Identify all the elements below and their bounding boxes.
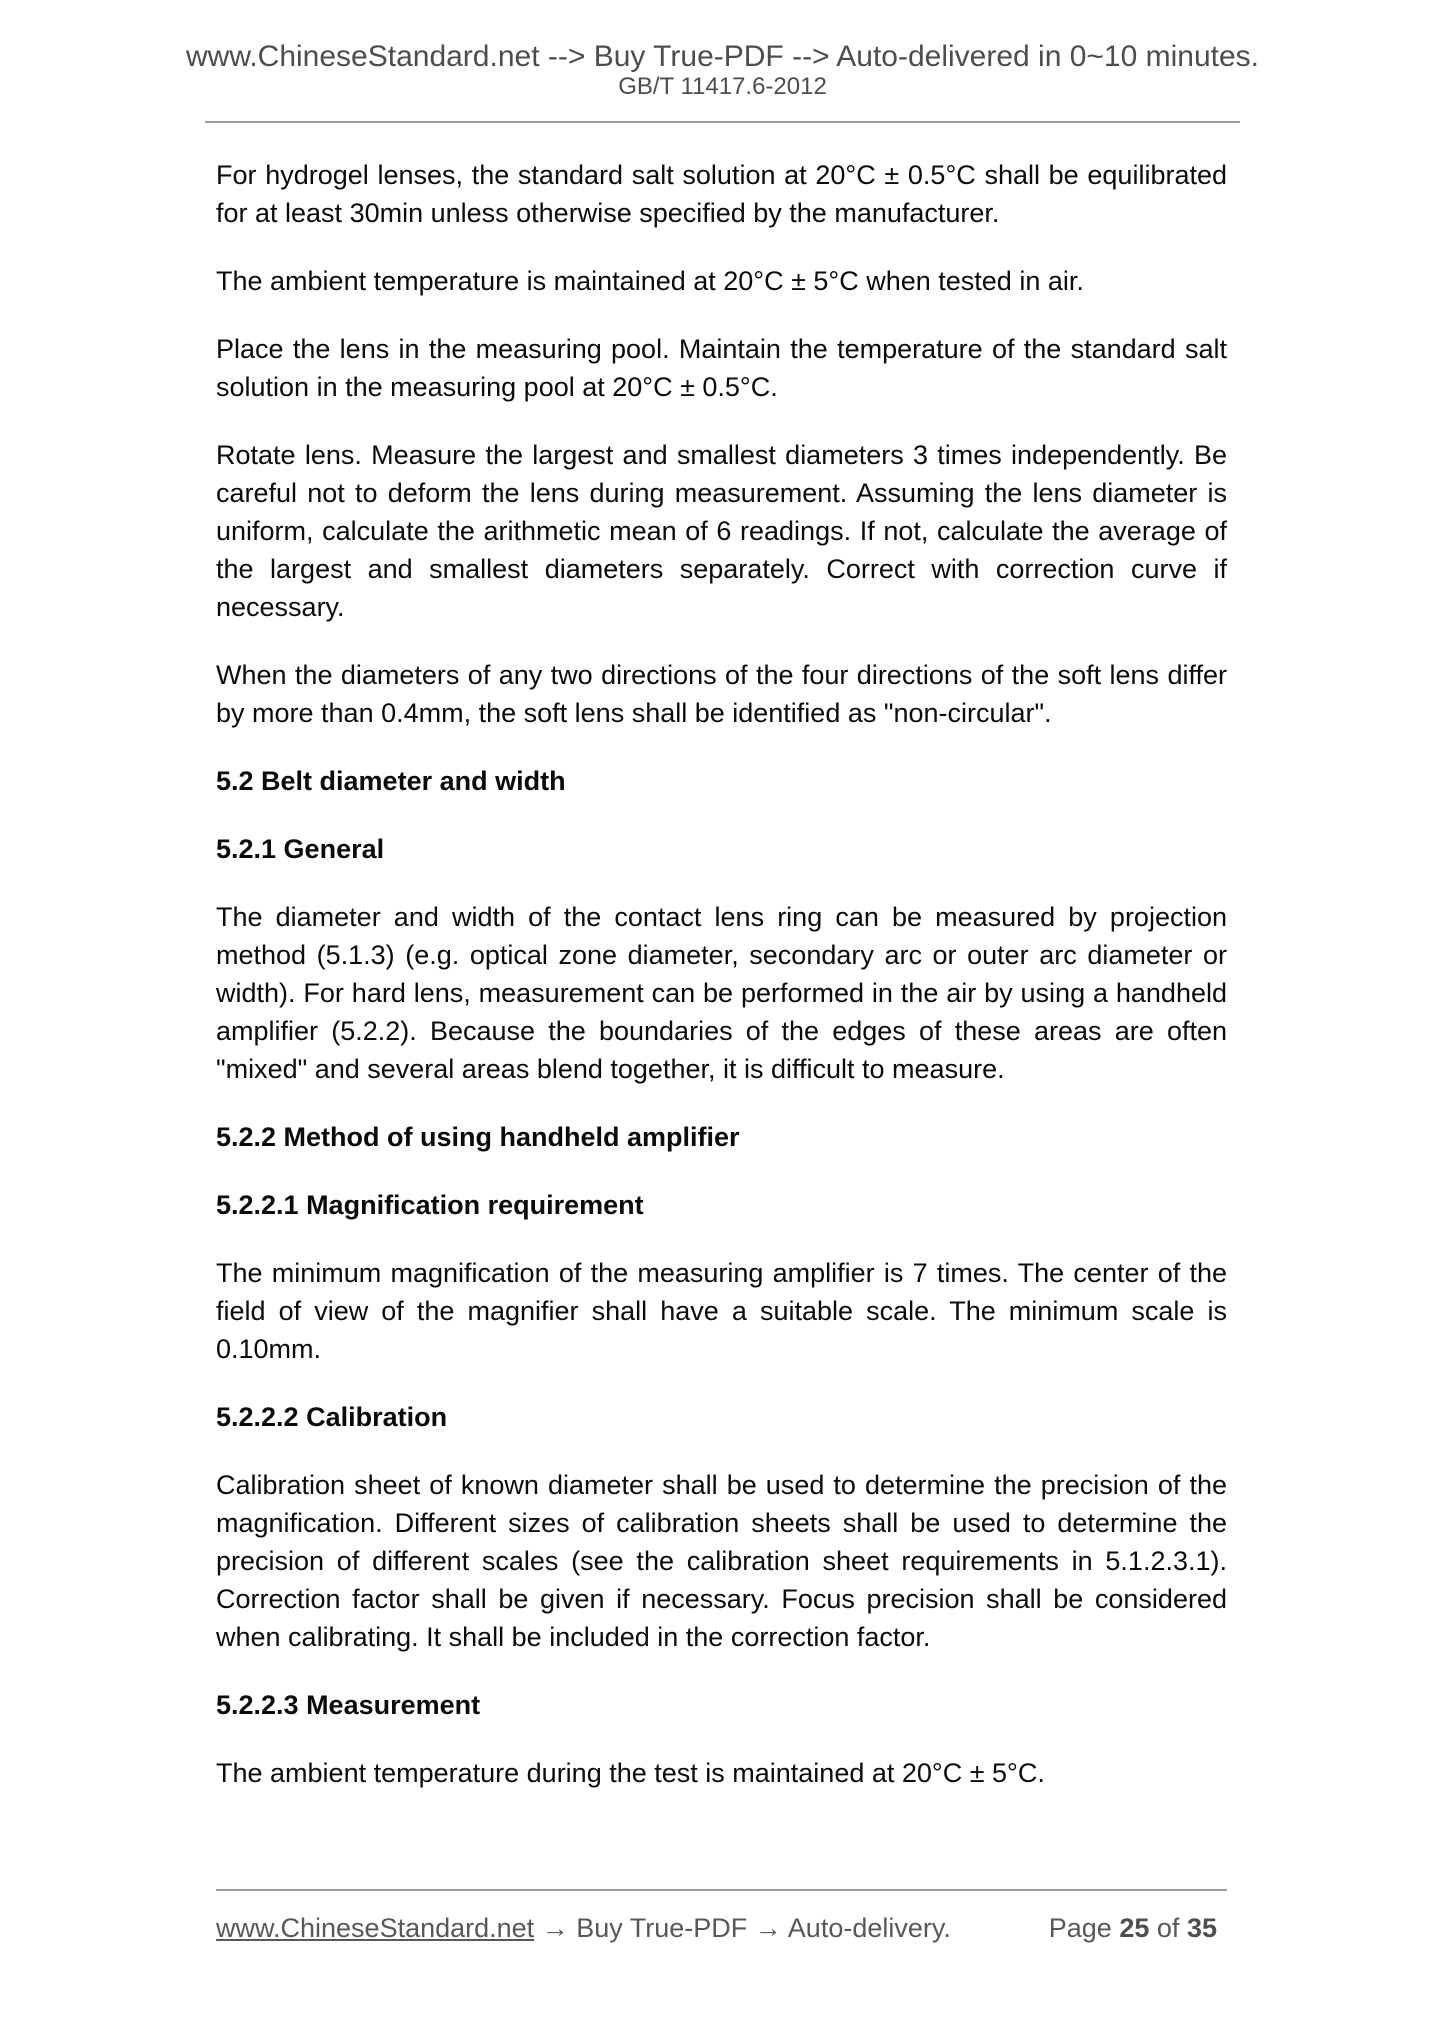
section-heading-5-2-1: 5.2.1 General bbox=[216, 834, 385, 864]
arrow-right-icon: → bbox=[754, 1913, 782, 1943]
section-heading-5-2-2-3: 5.2.2.3 Measurement bbox=[216, 1690, 481, 1720]
section-heading-5-2-2-2: 5.2.2.2 Calibration bbox=[216, 1402, 448, 1432]
paragraph-calibration-sheet: Calibration sheet of known diameter shall be used to determine the precision of the magnification. Different sizes of calibration sheets shall be used to determine the precision of different scales (see the calibration sheet requirements in 5.1.2.3.1). Correction factor shall be given if necessary. Focus precision shall be considered when calibrating. It shall be included in the correction factor. bbox=[216, 1470, 1227, 1652]
page-current-number: 25 bbox=[1119, 1913, 1150, 1943]
paragraph-magnification-requirement: The minimum magnification of the measuring amplifier is 7 times. The center of the field of view of the magnifier shall have a suitable scale. The minimum scale is 0.10mm. bbox=[216, 1258, 1227, 1364]
section-heading-5-2-2-1: 5.2.2.1 Magnification requirement bbox=[216, 1190, 644, 1220]
header-site-banner: www.ChineseStandard.net --> Buy True-PDF --> Auto-delivered in 0~10 minutes. bbox=[185, 40, 1260, 73]
paragraph-non-circular: When the diameters of any two directions of the four directions of the soft lens differ by more than 0.4mm, the soft lens shall be identified as "non-circular". bbox=[216, 660, 1227, 728]
header-doc-number: GB/T 11417.6-2012 bbox=[618, 73, 827, 100]
page-footer bbox=[216, 1889, 1227, 1945]
footer-divider bbox=[216, 1889, 1227, 1891]
section-heading-5-2: 5.2 Belt diameter and width bbox=[216, 766, 566, 796]
arrow-right-icon: → bbox=[541, 1913, 569, 1943]
page-of-label: of bbox=[1156, 1913, 1180, 1943]
header-divider bbox=[205, 121, 1240, 123]
paragraph-rotate-lens: Rotate lens. Measure the largest and smallest diameters 3 times independently. Be careful not to deform the lens during measurement. Assuming the lens diameter is uniform, calculate the arithmetic mean of 6 readings. If not, calculate the average of the largest and smallest diameters separately. Correct with correction curve if necessary. bbox=[216, 440, 1227, 622]
paragraph-measuring-pool: Place the lens in the measuring pool. Maintain the temperature of the standard salt solution in the measuring pool at 20°C ± 0.5°C. bbox=[216, 334, 1227, 402]
footer-delivery-note bbox=[216, 1911, 951, 1945]
footer-delivery-text: Auto-delivery. bbox=[787, 1913, 951, 1943]
document-body bbox=[0, 156, 1445, 1792]
page-header bbox=[0, 0, 1445, 123]
page-label: Page bbox=[1048, 1913, 1112, 1943]
footer-site-link[interactable]: www.ChineseStandard.net bbox=[216, 1913, 535, 1943]
page-number-indicator bbox=[1049, 1911, 1227, 1945]
paragraph-measurement-ambient-temperature: The ambient temperature during the test is maintained at 20°C ± 5°C. bbox=[216, 1758, 1045, 1788]
section-heading-5-2-2: 5.2.2 Method of using handheld amplifier bbox=[216, 1122, 740, 1152]
paragraph-hydrogel-equilibration: For hydrogel lenses, the standard salt solution at 20°C ± 0.5°C shall be equilibrated for at least 30min unless otherwise specified by the manufacturer. bbox=[216, 160, 1227, 228]
paragraph-projection-method: The diameter and width of the contact lens ring can be measured by projection method (5.1.3) (e.g. optical zone diameter, secondary arc or outer arc diameter or width). For hard lens, measurement can be performed in the air by using a handheld amplifier (5.2.2). Because the boundaries of the edges of these areas are often "mixed" and several areas blend together, it is difficult to measure. bbox=[216, 902, 1227, 1084]
paragraph-ambient-temperature-air: The ambient temperature is maintained at 20°C ± 5°C when tested in air. bbox=[216, 266, 1084, 296]
footer-buy-text: Buy True-PDF bbox=[576, 1913, 748, 1943]
page-total-number: 35 bbox=[1186, 1913, 1217, 1943]
